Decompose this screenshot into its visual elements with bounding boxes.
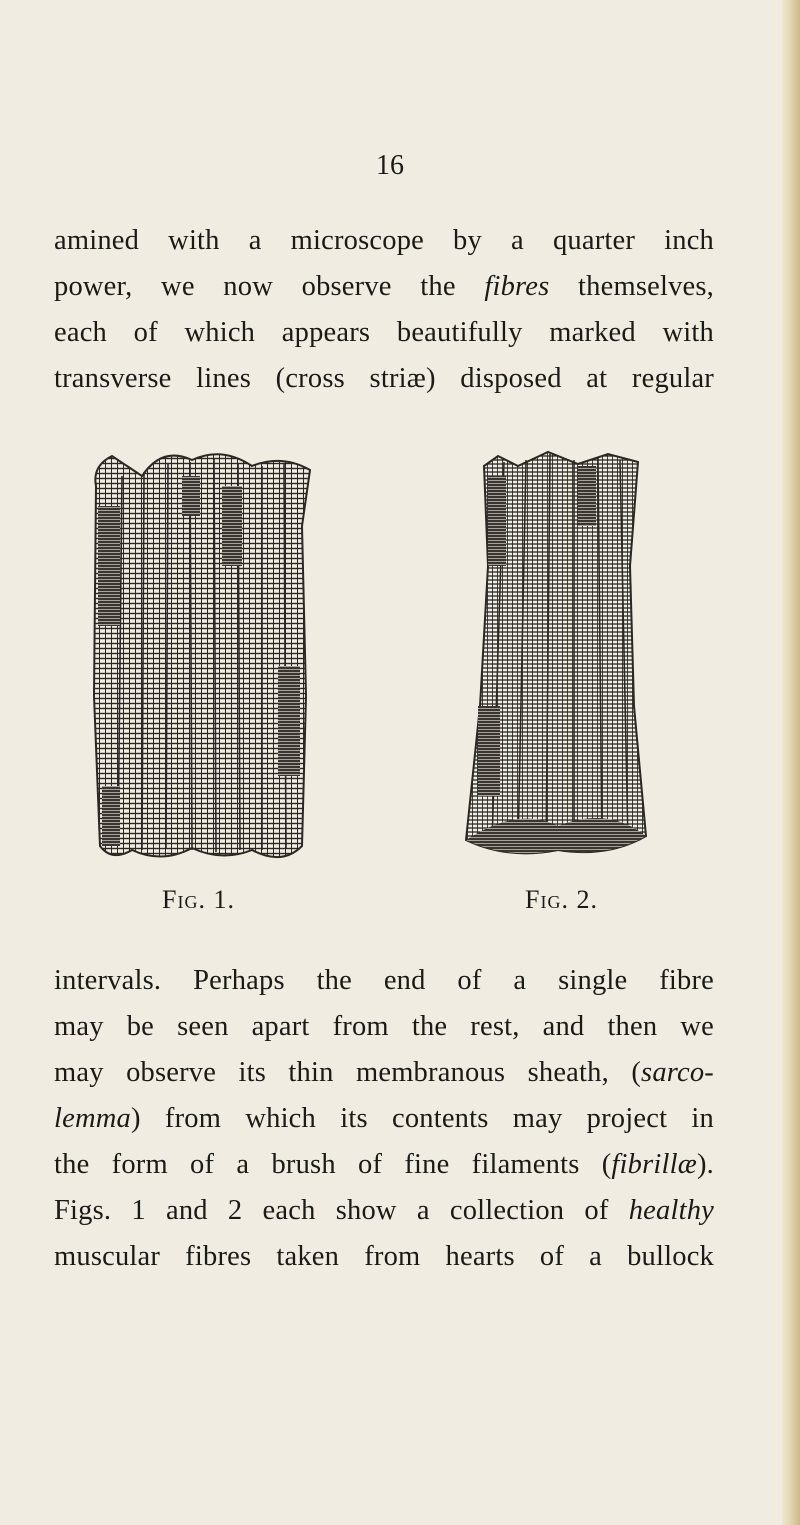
figure-1-caption: Fig. 1.: [162, 885, 235, 914]
page-edge: [782, 0, 800, 1525]
figure-2-caption: Fig. 2.: [525, 885, 598, 914]
text-line: may observe its thin membranous sheath, (sarco-: [54, 1057, 714, 1088]
paragraph-bottom: [54, 958, 714, 1280]
text-line: amined with a microscope by a quarter inch: [54, 225, 714, 256]
text-line: may be seen apart from the rest, and then we: [54, 1011, 714, 1042]
figure-1-illustration: [82, 446, 314, 866]
text-line: power, we now observe the fibres themselves,: [54, 271, 714, 302]
italic-term: healthy: [628, 1195, 714, 1226]
page-number: 16: [376, 150, 404, 181]
italic-term: sarco-: [641, 1057, 714, 1088]
italic-term: lemma: [54, 1103, 131, 1134]
text-line: lemma) from which its contents may project in: [54, 1103, 714, 1134]
paragraph-top: [54, 218, 714, 402]
text-line: muscular fibres taken from hearts of a bullock: [54, 1241, 714, 1272]
text-line: Figs. 1 and 2 each show a collection of healthy: [54, 1195, 714, 1226]
italic-term: fibres: [484, 271, 550, 302]
italic-term: fibrillæ: [611, 1149, 697, 1180]
text-line: transverse lines (cross striæ) disposed at regular: [54, 363, 714, 394]
text-line: each of which appears beautifully marked with: [54, 317, 714, 348]
figure-2-illustration: [458, 446, 658, 866]
text-line: intervals. Perhaps the end of a single fibre: [54, 965, 714, 996]
text-line: the form of a brush of fine filaments (fibrillæ).: [54, 1149, 714, 1180]
